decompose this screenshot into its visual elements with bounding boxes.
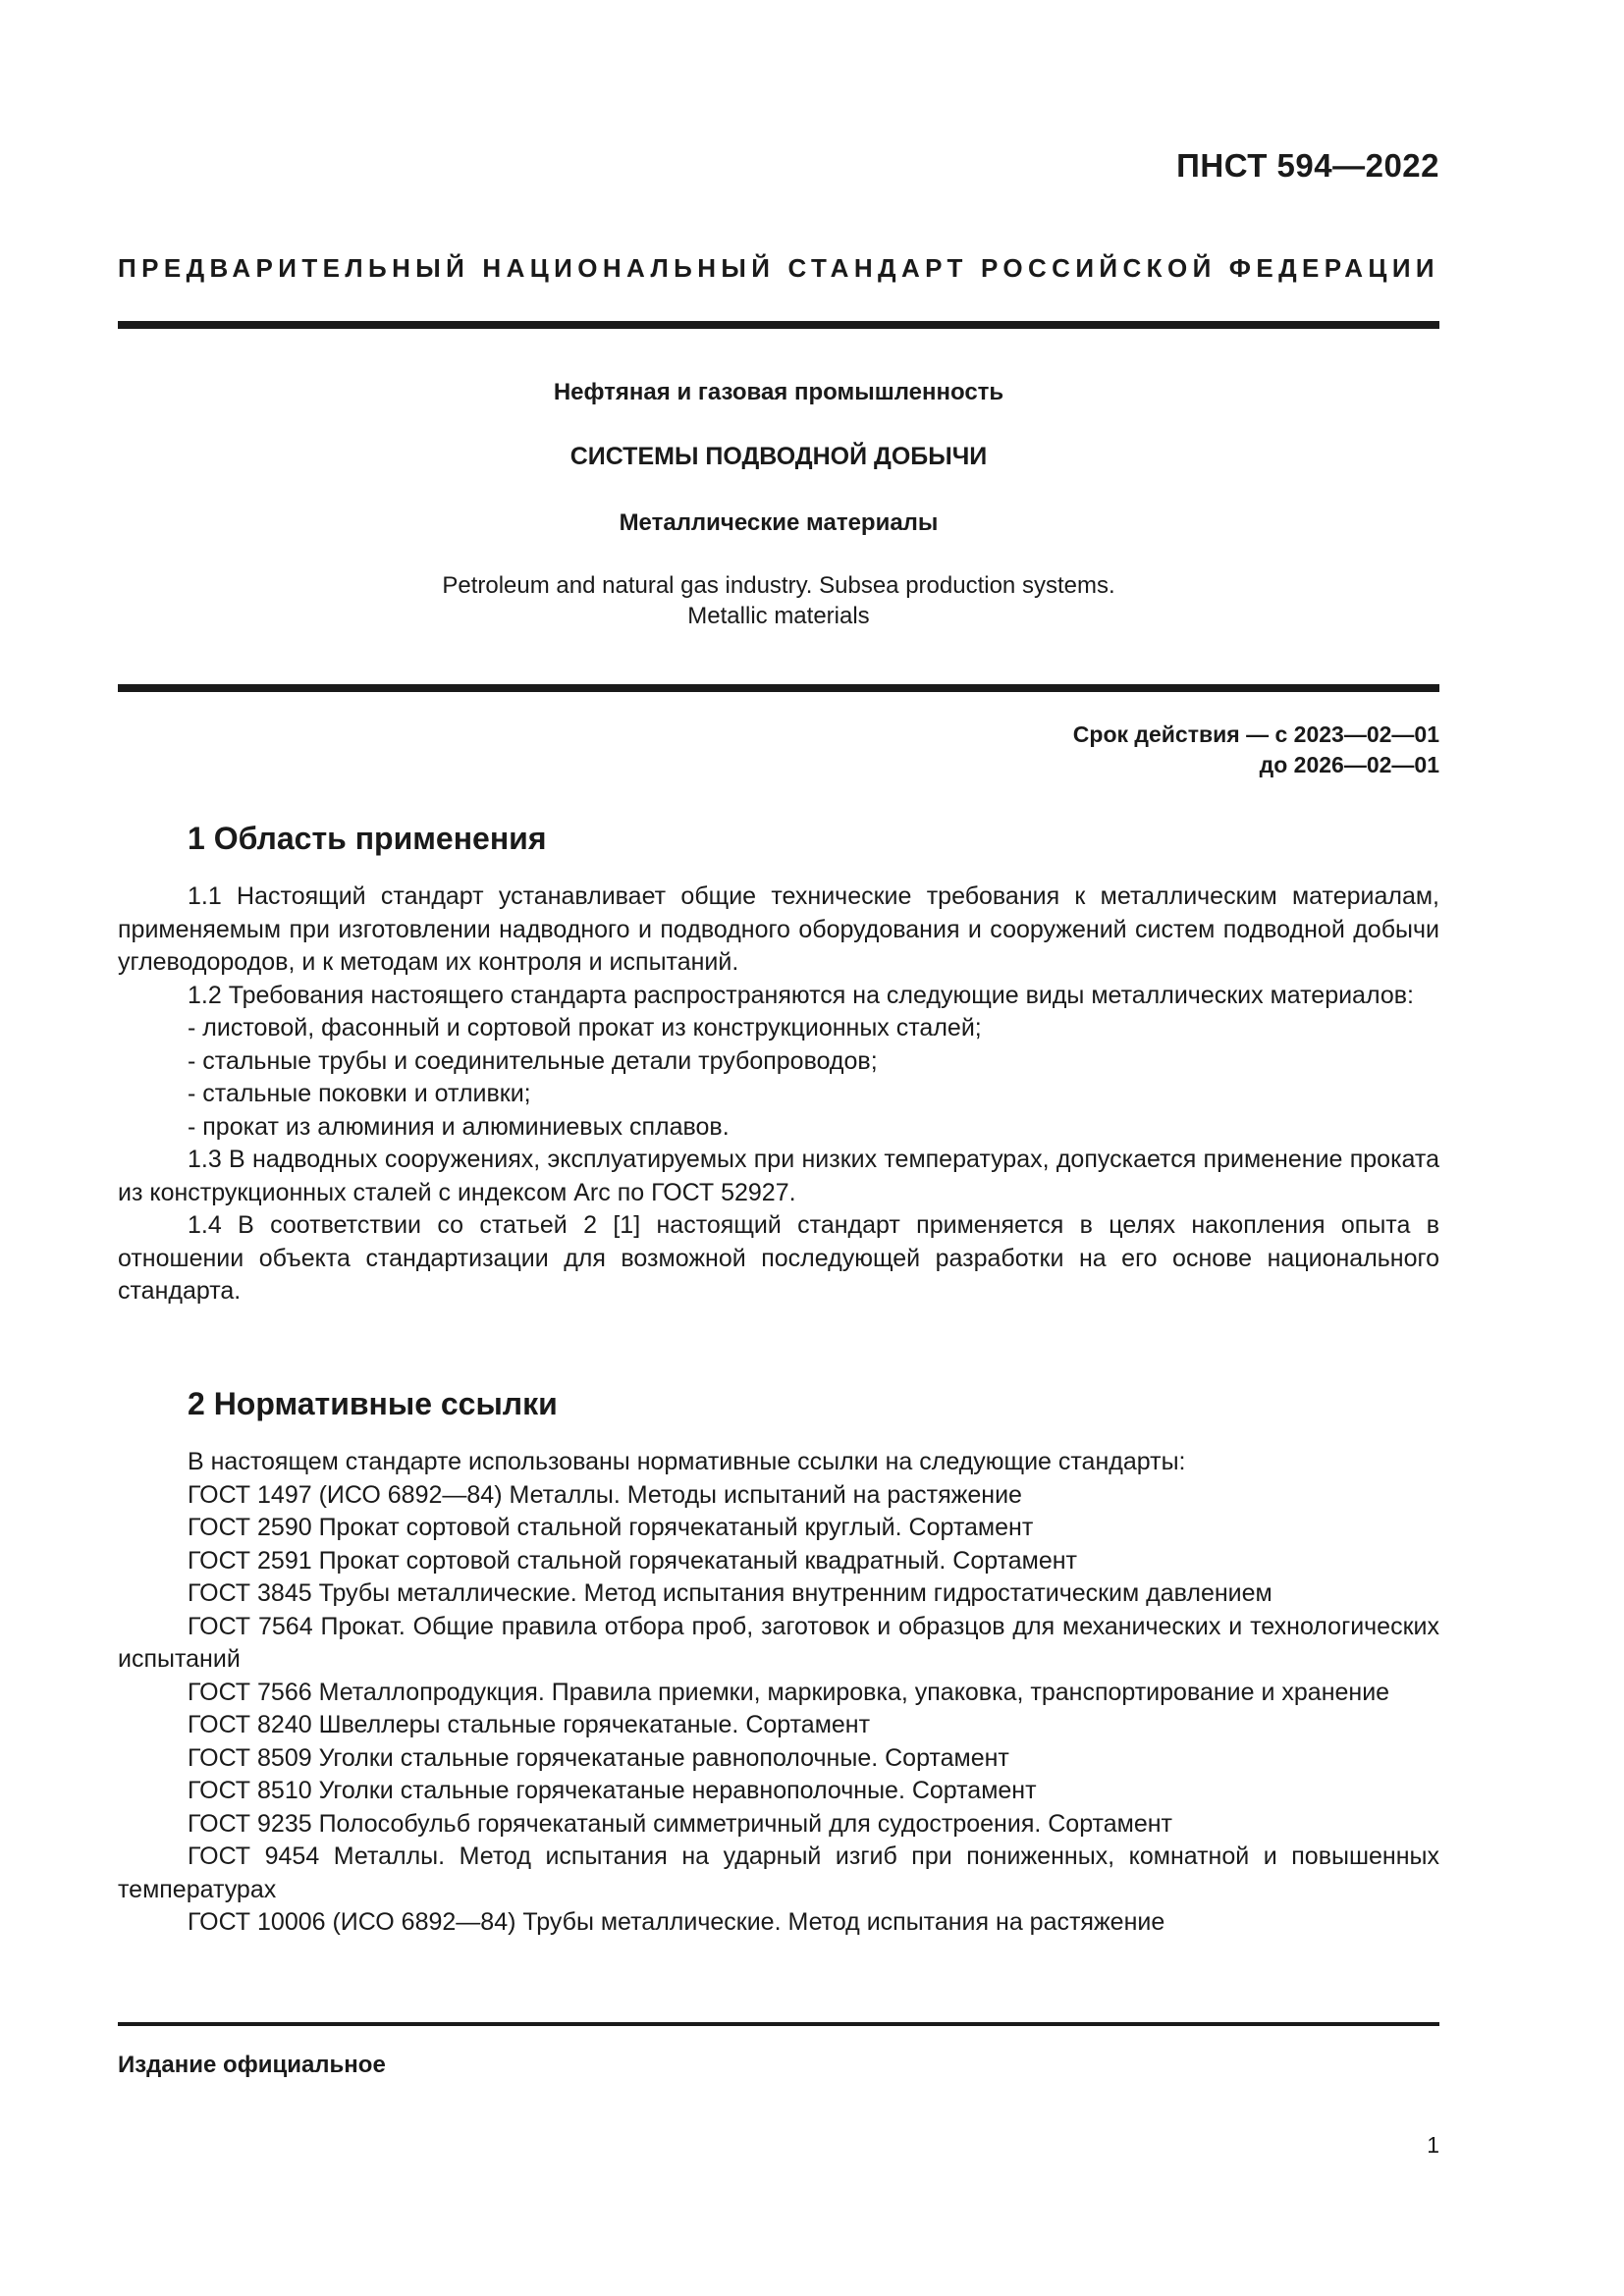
reference-item: ГОСТ 9235 Полособульб горячекатаный симметричный для судостроения. Сортамент bbox=[188, 1809, 1172, 1838]
footer-divider bbox=[118, 2022, 1439, 2026]
reference-item: ГОСТ 8509 Уголки стальные горячекатаные равнополочные. Сортамент bbox=[188, 1743, 1009, 1772]
paragraph-1-4: 1.4 В соответствии со статьей 2 [1] настоящий стандарт применяется в целях накопления опыта в отношении объекта стандартизации для возможной последующей разработки на его основе национального стандарта. bbox=[118, 1211, 1439, 1305]
list-item: - прокат из алюминия и алюминиевых сплавов. bbox=[188, 1112, 730, 1141]
list-item: - стальные поковки и отливки; bbox=[188, 1080, 531, 1107]
paragraph-1-3: 1.3 В надводных сооружениях, эксплуатируемых при низких температурах, допускается применение проката из конструкционных сталей с индексом Arc по ГОСТ 52927. bbox=[118, 1146, 1439, 1206]
reference-item: ГОСТ 1497 (ИСО 6892—84) Металлы. Методы испытаний на растяжение bbox=[188, 1480, 1022, 1509]
paragraph-1-2: 1.2 Требования настоящего стандарта распространяются на следующие виды металлических материалов: bbox=[188, 981, 1414, 1009]
reference-item: ГОСТ 7566 Металлопродукция. Правила приемки, маркировка, упаковка, транспортирование и хранение bbox=[188, 1678, 1390, 1706]
list-item: - стальные трубы и соединительные детали трубопроводов; bbox=[188, 1046, 878, 1075]
reference-item: ГОСТ 7564 Прокат. Общие правила отбора проб, заготовок и образцов для механических и технологических испытаний bbox=[118, 1612, 1439, 1673]
english-title-line-2: Metallic materials bbox=[687, 603, 870, 629]
validity-from: Срок действия — с 2023—02—01 bbox=[1072, 721, 1439, 747]
reference-item: ГОСТ 2591 Прокат сортовой стальной горячекатаный квадратный. Сортамент bbox=[188, 1546, 1077, 1575]
top-divider bbox=[118, 321, 1439, 329]
reference-item: ГОСТ 9454 Металлы. Метод испытания на ударный изгиб при пониженных, комнатной и повышенных температурах bbox=[118, 1842, 1439, 1903]
reference-item: ГОСТ 8510 Уголки стальные горячекатаные неравнополочные. Сортамент bbox=[188, 1777, 1037, 1804]
page-number: 1 bbox=[1427, 2132, 1439, 2158]
official-edition-label: Издание официальное bbox=[118, 2052, 386, 2078]
section-2-heading: 2 Нормативные ссылки bbox=[188, 1386, 558, 1421]
list-item: - листовой, фасонный и сортовой прокат из конструкционных сталей; bbox=[188, 1014, 982, 1041]
title-divider bbox=[118, 684, 1439, 692]
reference-item: ГОСТ 3845 Трубы металлические. Метод испытания внутренним гидростатическим давлением bbox=[188, 1579, 1272, 1607]
validity-to: до 2026—02—01 bbox=[1259, 752, 1439, 777]
reference-item: ГОСТ 10006 (ИСО 6892—84) Трубы металлические. Метод испытания на растяжение bbox=[188, 1908, 1165, 1936]
system-title: СИСТЕМЫ ПОДВОДНОЙ ДОБЫЧИ bbox=[569, 443, 988, 470]
references-intro: В настоящем стандарте использованы нормативные ссылки на следующие стандарты: bbox=[188, 1448, 1186, 1475]
section-1-body bbox=[118, 881, 1439, 1308]
document-number: ПНСТ 594—2022 bbox=[1176, 147, 1439, 184]
english-title-line-1: Petroleum and natural gas industry. Subsea production systems. bbox=[442, 572, 1115, 599]
reference-item: ГОСТ 8240 Швеллеры стальные горячекатаные. Сортамент bbox=[188, 1711, 871, 1738]
reference-item: ГОСТ 2590 Прокат сортовой стальной горячекатаный круглый. Сортамент bbox=[188, 1514, 1034, 1541]
standard-type-heading: ПРЕДВАРИТЕЛЬНЫЙ НАЦИОНАЛЬНЫЙ СТАНДАРТ РОССИЙСКОЙ ФЕДЕРАЦИИ bbox=[118, 253, 1439, 283]
section-2-body bbox=[118, 1446, 1439, 1940]
english-title bbox=[118, 570, 1439, 631]
industry-title: Нефтяная и газовая промышленность bbox=[553, 379, 1004, 405]
material-title: Металлические материалы bbox=[619, 509, 939, 536]
paragraph-1-1: 1.1 Настоящий стандарт устанавливает общие технические требования к металлическим материалам, применяемым при изготовлении надводного и подводного оборудования и сооружений систем подводной добычи углеводородов, и к методам их контроля и испытаний. bbox=[118, 882, 1439, 976]
section-1-heading: 1 Область применения bbox=[188, 821, 547, 856]
validity-period bbox=[1073, 720, 1439, 780]
